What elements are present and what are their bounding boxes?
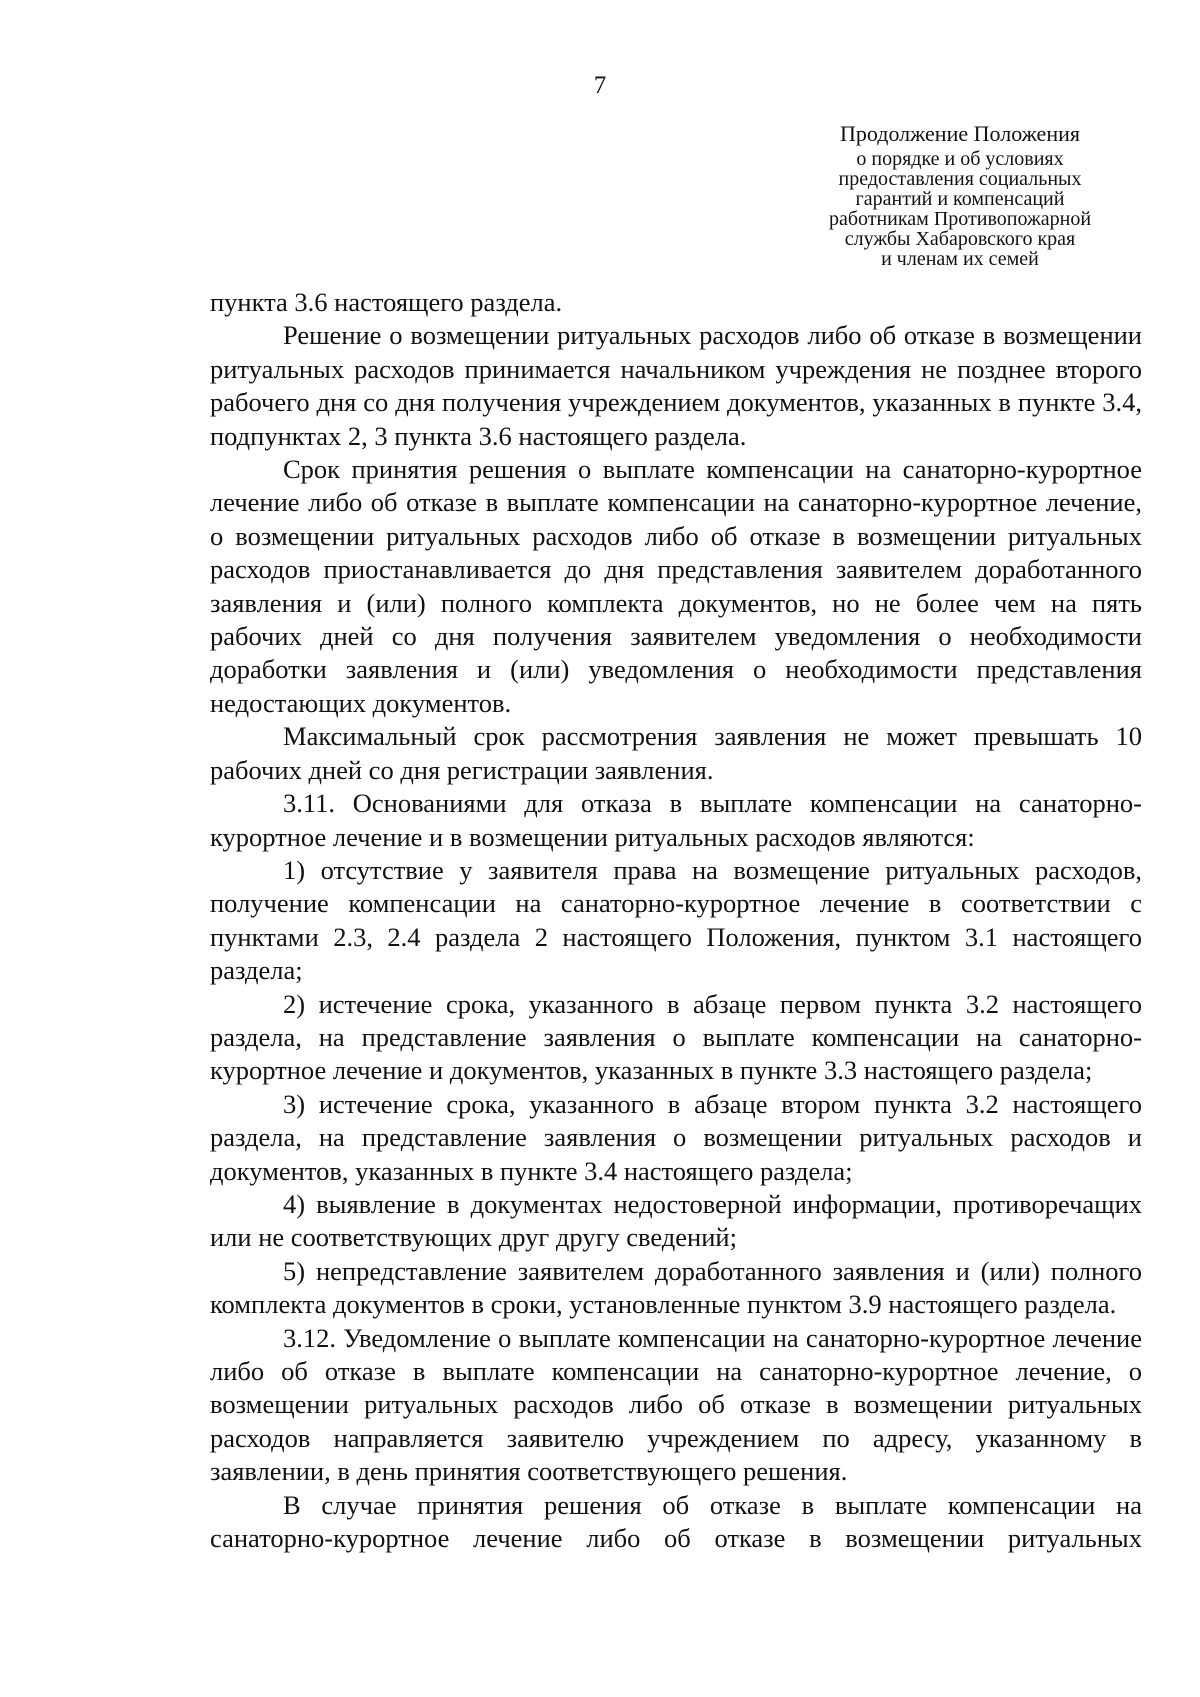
paragraph: Максимальный срок рассмотрения заявления не может превышать 10 рабочих дней со дня регистрации заявления. [210,721,1142,785]
list-item-5: 5) непредставление заявителем доработанного заявления и (или) полного комплекта документов в сроки, установленные пунктом 3.9 настоящего раздела. [210,1255,1142,1320]
page-number: 7 [593,72,607,99]
paragraph-3-12: 3.12. Уведомление о выплате компенсации на санаторно-курортное лечение либо об отказе в выплате компенсации на санаторно-курортное лечение, о возмещении ритуальных расходов либо об отказе в возмещении ритуальных расходов направляется заявителю учреждением по адресу, указанному в заявлении, в день принятия соответствующего решения. [210,1322,1142,1487]
header-line: о порядке и об условиях [856,148,1064,170]
header-title: Продолжение Положения [840,121,1080,146]
header-line: службы Хабаровского края [844,228,1076,250]
list-item-4: 4) выявление в документах недостоверной информации, противоречащих или не соответствующих друг другу сведений; [210,1188,1142,1253]
document-header [780,121,1140,269]
paragraph: Решение о возмещении ритуальных расходов либо об отказе в возмещении ритуальных расходов принимается начальником учреждения не позднее второго рабочего дня со дня получения учреждением документов, указанных в пункте 3.4, подпунктах 2, 3 пункта 3.6 настоящего раздела. [210,320,1142,451]
paragraph-continuation: пункта 3.6 настоящего раздела. [210,287,563,317]
header-line: гарантий и компенсаций [855,188,1065,210]
paragraph: В случае принятия решения об отказе в выплате компенсации на санаторно-курортное лечение либо об отказе в возмещении ритуальных [210,1489,1142,1554]
list-item-1: 1) отсутствие у заявителя права на возмещение ритуальных расходов, получение компенсации на санаторно-курортное лечение в соответствии с пунктами 2.3, 2.4 раздела 2 настоящего Положения, пунктом 3.1 настоящего раздела; [210,854,1142,986]
header-line: и членам их семей [881,248,1039,270]
header-line: работникам Противопожарной [828,208,1092,230]
paragraph: Срок принятия решения о выплате компенсации на санаторно-курортное лечение либо об отказе в выплате компенсации на санаторно-курортное лечение, о возмещении ритуальных расходов либо об отказе в возмещении ритуальных расходов приостанавливается до дня представления заявителем доработанного заявления и (или) полного комплекта документов, но не более чем на пять рабочих дней со дня получения заявителем уведомления о необходимости доработки заявления и (или) уведомления о необходимости представления недостающих документов. [210,454,1142,718]
list-item-2: 2) истечение срока, указанного в абзаце первом пункта 3.2 настоящего раздела, на представление заявления о выплате компенсации на санаторно-курортное лечение и документов, указанных в пункте 3.3 настоящего раздела; [210,988,1142,1086]
header-line: предоставления социальных [838,168,1082,190]
paragraph-3-11: 3.11. Основаниями для отказа в выплате компенсации на санаторно-курортное лечение и в возмещении ритуальных расходов являются: [210,788,1142,852]
document-body [210,286,1142,1555]
list-item-3: 3) истечение срока, указанного в абзаце втором пункта 3.2 настоящего раздела, на представление заявления о возмещении ритуальных расходов и документов, указанных в пункте 3.4 настоящего раздела; [210,1088,1142,1186]
